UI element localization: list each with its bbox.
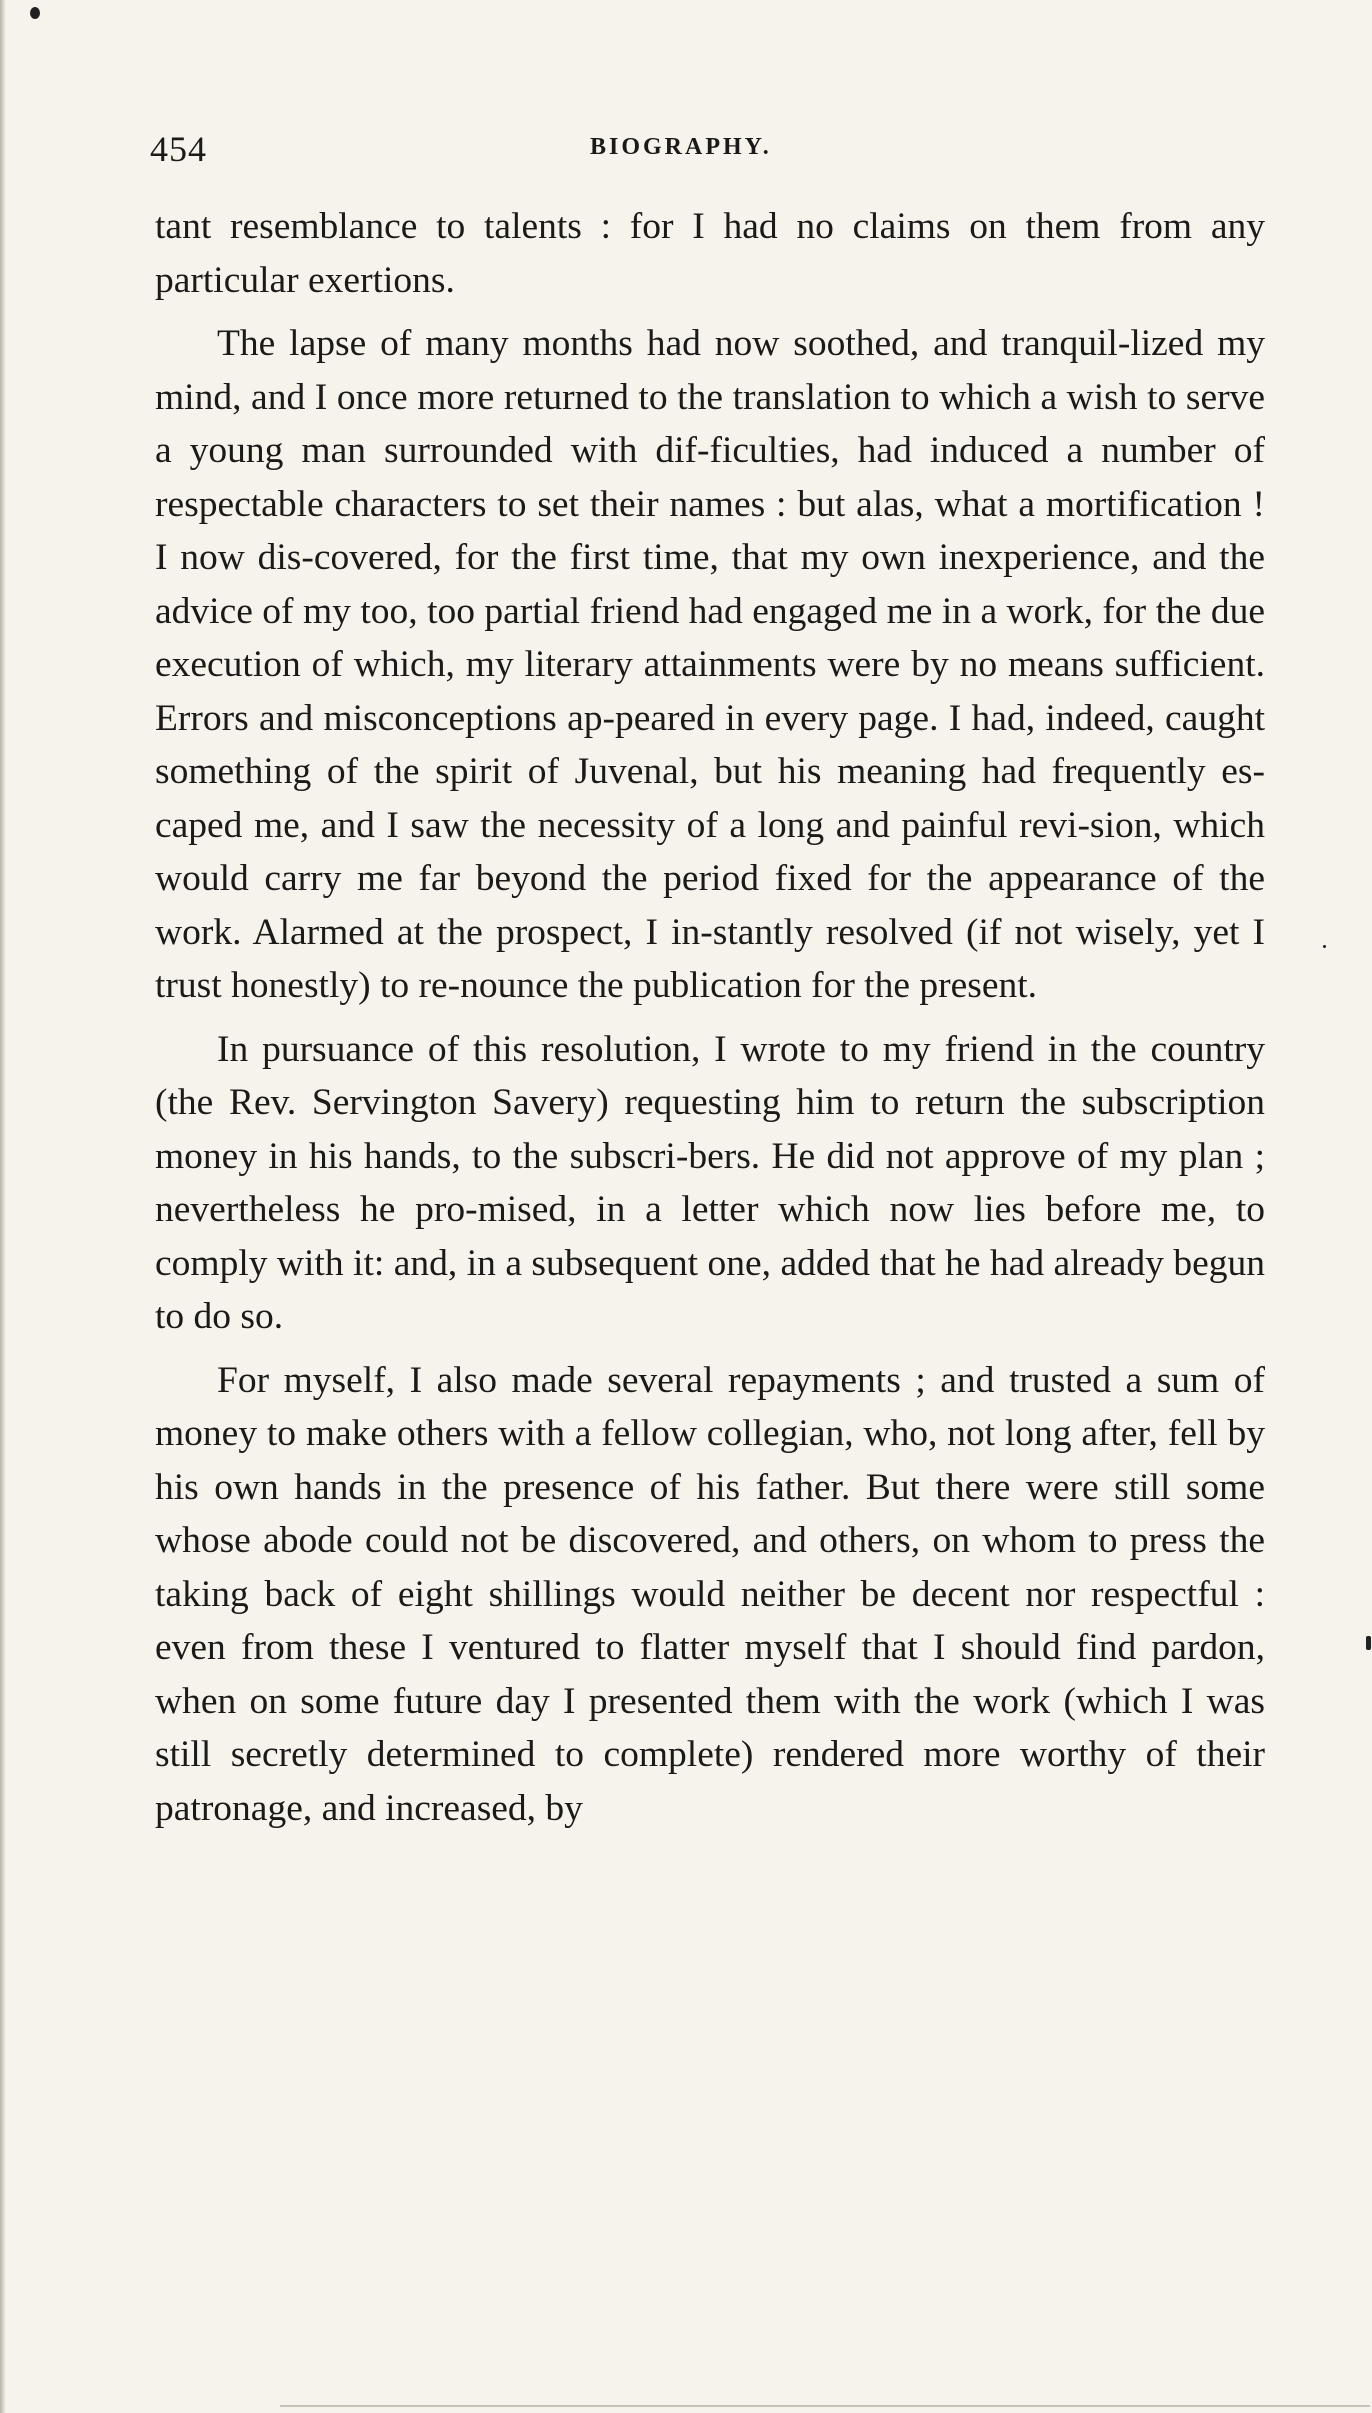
paragraph: For myself, I also made several repayments ; and trusted a sum of money to make others with a fellow collegian, who, not long after, fell by his own hands in the presence of his father. But there were still some whose abode could not be discovered, and others, on whom to press the taking back of eight shillings would neither be decent nor respectful : even from these I ventured to flatter myself that I should find pardon, when on some future day I presented them with the work (which I was still secretly determined to complete) rendered more worthy of their patronage, and increased, by: [155, 1359, 1265, 1829]
running-head: [150, 128, 1240, 178]
ink-speck: [1366, 1636, 1371, 1650]
running-title: BIOGRAPHY.: [590, 134, 772, 160]
page-bottom-edge: [280, 2405, 1370, 2407]
page-number: 454: [150, 129, 207, 169]
paragraph: In pursuance of this resolution, I wrote to my friend in the country (the Rev. Servington Savery) requesting him to return the subscription money in his hands, to the subscri-bers. He did not approve of my plan ; nevertheless he pro-mised, in a letter which now lies before me, to comply with it: and, in a subsequent one, added that he had already begun to do so.: [155, 1028, 1265, 1337]
ink-speck: [1323, 945, 1326, 948]
paragraph: The lapse of many months had now soothed, and tranquil-lized my mind, and I once more returned to the translation to which a wish to serve a young man surrounded with dif-ficulties, had induced a number of respectable characters to set their names : but alas, what a mortification ! I now dis-covered, for the first time, that my own inexperience, and the advice of my too, too partial friend had engaged me in a work, for the due execution of which, my literary attainments were by no means sufficient. Errors and misconceptions ap-peared in every page. I had, indeed, caught something of the spirit of Juvenal, but his meaning had frequently es-caped me, and I saw the necessity of a long and painful revi-sion, which would carry me far beyond the period fixed for the appearance of the work. Alarmed at the prospect, I in-stantly resolved (if not wisely, yet I trust honestly) to re-nounce the publication for the present.: [155, 323, 1265, 1006]
ink-speck: [30, 7, 40, 19]
paragraph: tant resemblance to talents : for I had no claims on them from any particular exertions.: [155, 206, 1265, 301]
page-edge-shadow: [0, 0, 6, 2413]
body-text: [155, 200, 1265, 1845]
